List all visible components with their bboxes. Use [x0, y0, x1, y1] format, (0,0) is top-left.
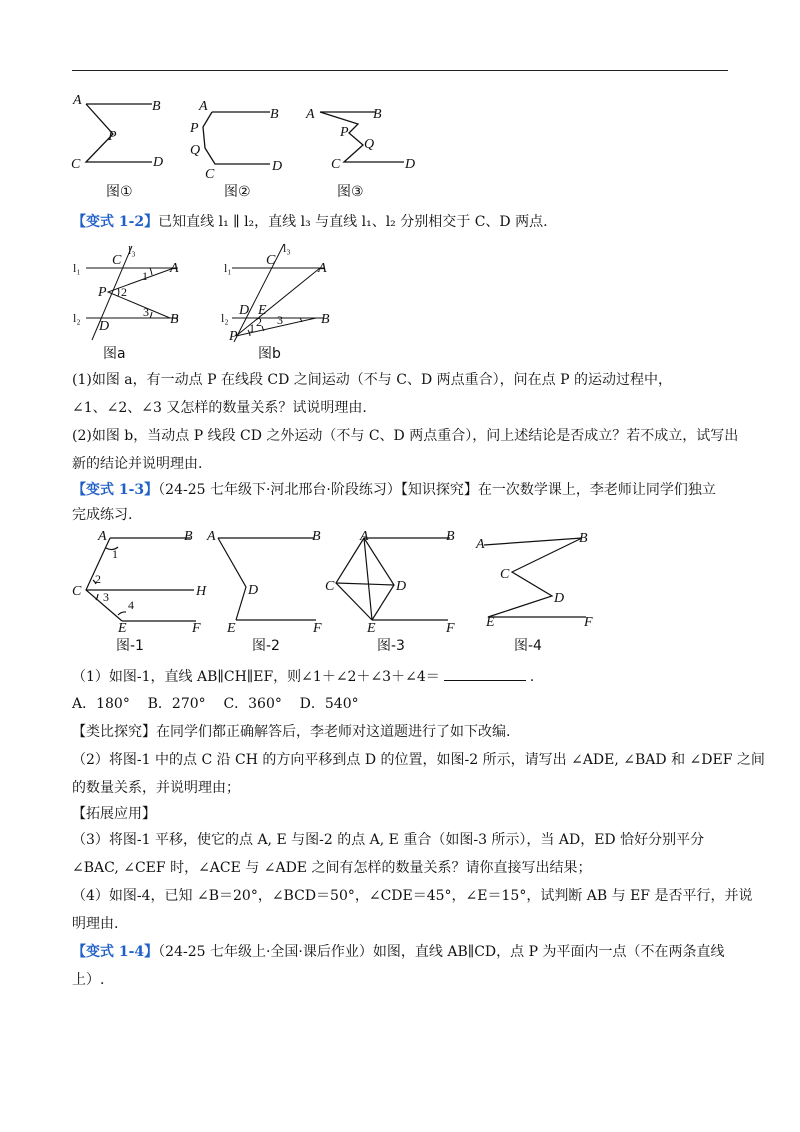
fig-b-label-l2: l₂ [221, 311, 229, 325]
q13-part3-line2: ∠BAC, ∠CEF 时，∠ACE 与 ∠ADE 之间有怎样的数量关系？请你直接写出结果； [72, 860, 592, 876]
fig1-label-A: A [73, 93, 82, 108]
fig2-label-Q: Q [190, 143, 201, 158]
fig-a-label-B: B [170, 312, 179, 327]
fig-m4-label-C: C [500, 567, 510, 582]
fig-m1-label-H: H [196, 584, 207, 599]
q12-part1-line2: ∠1、∠2、∠3 又怎样的数量关系？试说明理由. [72, 400, 367, 416]
variant-1-3-tag: 【变式 1-3】 [72, 482, 159, 498]
fig-m3-label-A: A [360, 529, 369, 544]
fig-b-angle-1: 1 [249, 321, 255, 335]
fig-b-label-l1: l₁ [224, 261, 232, 275]
fig-m2-caption: 图-2 [252, 638, 280, 654]
fig-m2-label-A: A [207, 529, 216, 544]
fig1-label-P: P [108, 129, 117, 144]
fig-m1-label-A: A [98, 529, 107, 544]
q13-part1-text: （1）如图-1，直线 AB∥CH∥EF，则∠1＋∠2＋∠3＋∠4＝ [72, 669, 440, 685]
q13-part1-end: . [529, 669, 535, 685]
fig3-label-B: B [373, 107, 382, 122]
fig3-label-C: C [331, 157, 341, 172]
fig-b-angle-3: 3 [277, 313, 283, 327]
fig-a-angle-2: 2 [121, 285, 127, 299]
q13-part4-line1: （4）如图-4，已知 ∠B＝20°，∠BCD＝50°，∠CDE＝45°，∠E＝15°，试判断 AB 与 EF 是否平行，并说 [72, 888, 753, 904]
fig-b-angle-2: 2 [256, 315, 262, 329]
fig-m4-label-A: A [476, 537, 485, 552]
fig3-label-D: D [405, 157, 416, 172]
fig-m2-label-B: B [312, 529, 321, 544]
answer-blank [444, 666, 526, 681]
fig-b-label-D: D [239, 303, 250, 318]
fig-a-angle-1: 1 [142, 269, 148, 283]
fig-m3-caption: 图-3 [377, 638, 405, 654]
fig-a-label-P: P [98, 285, 107, 300]
fig1-label-C: C [71, 157, 81, 172]
q12-part2-line1: (2)如图 b，当动点 P 线段 CD 之外运动（不与 C、D 两点重合），问上述结论是否成立？若不成立，试写出 [72, 428, 739, 444]
fig-a-label-l3: l₃ [128, 243, 136, 257]
fig-a-label-l1: l₁ [73, 261, 81, 275]
fig-b-label-A: A [318, 261, 327, 276]
fig-a-label-C: C [112, 253, 122, 268]
fig-m1-angle-4: 4 [128, 598, 134, 612]
variant-1-2-tag: 【变式 1-2】 [72, 214, 159, 230]
variant-1-4-text-2: 上）. [72, 972, 105, 988]
fig-m2-label-E: E [227, 621, 236, 636]
fig-m1-angle-1: 1 [112, 547, 118, 561]
q12-part2-line2: 新的结论并说明理由. [72, 456, 203, 472]
fig-m1-caption: 图-1 [116, 638, 144, 654]
fig-m2-label-F: F [313, 621, 322, 636]
fig-b-label-E: E [258, 303, 267, 318]
fig-m3-label-C: C [325, 579, 335, 594]
fig3-label-P: P [340, 125, 349, 140]
fig-b-label-l3: l₃ [283, 241, 291, 255]
fig-m1-label-E: E [118, 621, 127, 636]
figure-m1 [86, 538, 196, 621]
fig1-label-D: D [153, 155, 164, 170]
q13-part4-line2: 明理由. [72, 916, 119, 932]
fig-m1-angle-3: 3 [103, 590, 109, 604]
fig-m4-label-E: E [486, 615, 495, 630]
fig2-label-B: B [270, 107, 279, 122]
fig-m3-label-B: B [446, 529, 455, 544]
fig-b-label-P: P [229, 329, 238, 344]
fig-b-label-C: C [266, 253, 276, 268]
variant-1-4-text: 如图，直线 AB∥CD，点 P 为平面内一点（不在两条直线 [372, 944, 725, 960]
q12-part1-line1: (1)如图 a，有一动点 P 在线段 CD 之间运动（不与 C、D 两点重合），问在点 P 的运动过程中， [72, 372, 672, 388]
variant-1-4-intro [72, 942, 732, 962]
fig-b-label-B: B [321, 312, 330, 327]
variant-1-4-tag: 【变式 1-4】 [72, 944, 159, 960]
fig3-label-A: A [306, 107, 315, 122]
fig-m4-label-B: B [579, 531, 588, 546]
fig2-label-P: P [190, 121, 199, 136]
fig-m1-label-F: F [192, 621, 201, 636]
fig-m1-label-B: B [184, 529, 193, 544]
fig2-caption: 图② [224, 184, 251, 200]
variant-1-4-source: （24-25 七年级上·全国·课后作业） [158, 944, 373, 960]
section-analogy: 【类比探究】在同学们都正确解答后，李老师对这道题进行了如下改编. [72, 724, 511, 740]
fig-a-angle-3: 3 [143, 305, 149, 319]
figure-m2 [218, 538, 316, 620]
q13-part1 [72, 666, 732, 687]
section-extension: 【拓展应用】 [72, 806, 156, 822]
variant-1-3-text-2: 完成练习. [72, 507, 133, 523]
fig-m1-label-C: C [72, 584, 82, 599]
fig-m3-label-D: D [396, 579, 407, 594]
fig3-caption: 图③ [337, 184, 364, 200]
variant-1-3-source: （24-25 七年级下·河北邢台·阶段练习） [158, 482, 401, 498]
fig-m4-label-F: F [584, 615, 593, 630]
q13-options: A．180° B．270° C．360° D．540° [72, 696, 359, 712]
fig-m2-label-D: D [248, 583, 259, 598]
q13-part3-line1: （3）将图-1 平移，使它的点 A, E 与图-2 的点 A, E 重合（如图-3 所示），当 AD，ED 恰好分别平分 [72, 832, 705, 848]
fig2-label-D: D [272, 159, 283, 174]
fig1-label-B: B [152, 99, 161, 114]
q13-part2-line2: 的数量关系，并说明理由； [72, 780, 240, 796]
fig-a-label-D: D [99, 319, 110, 334]
fig2-label-C: C [205, 167, 215, 182]
fig3-label-Q: Q [364, 137, 375, 152]
fig-m3-label-E: E [367, 621, 376, 636]
fig-b-caption: 图b [258, 346, 281, 362]
fig-m1-angle-2: 2 [95, 572, 101, 586]
variant-1-2-text: 已知直线 l₁ ∥ l₂，直线 l₃ 与直线 l₁、l₂ 分别相交于 C、D 两点. [158, 214, 548, 230]
fig-a-label-l2: l₂ [73, 311, 81, 325]
fig1-caption: 图① [106, 184, 133, 200]
figure-m3 [336, 538, 450, 620]
variant-1-3-text: 【知识探究】在一次数学课上，李老师让同学们独立 [400, 482, 716, 498]
fig-m3-label-F: F [446, 621, 455, 636]
q13-part2-line1: （2）将图-1 中的点 C 沿 CH 的方向平移到点 D 的位置，如图-2 所示，请写出 ∠ADE, ∠BAD 和 ∠DEF 之间 [72, 752, 765, 768]
fig-a-caption: 图a [103, 346, 126, 362]
fig-m4-caption: 图-4 [514, 638, 542, 654]
fig-a-label-A: A [170, 261, 179, 276]
fig2-label-A: A [199, 99, 208, 114]
fig-m4-label-D: D [554, 591, 565, 606]
